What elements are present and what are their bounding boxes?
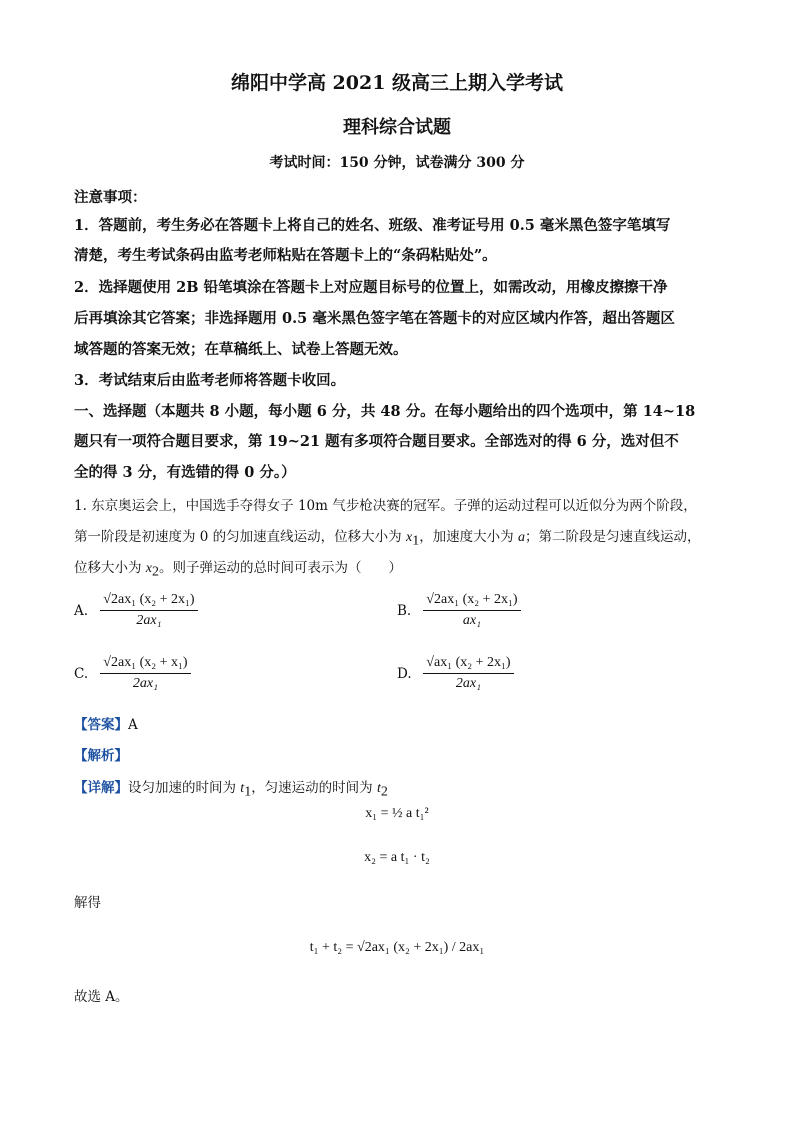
- note-2-line-3: 域答题的答案无效；在草稿纸上、试卷上答题无效。: [74, 341, 408, 358]
- section-line-2: 题只有一项符合题目要求，第 19~21 题有多项符合题目要求。全部选对的得 6 分，选对但不: [74, 433, 679, 450]
- option-c[interactable]: [74, 655, 191, 692]
- note-2-line-2: 后再填涂其它答案；非选择题用 0.5 毫米黑色签字笔在答题卡的对应区域内作答，超出答题区: [74, 310, 675, 327]
- detail-line: 【详解】设匀加速的时间为 $t_1$，匀速运动的时间为 $t_2$: [74, 780, 388, 800]
- option-label: B.: [397, 602, 412, 619]
- option-formula: $\frac{\text{√2ax₁ (x₂ + x₁)}}{\text{2ax₁}}$: [100, 655, 190, 692]
- section-line-1: 一、选择题（本题共 8 小题，每小题 6 分，共 48 分。在每小题给出的四个选项中，第 14~18: [74, 403, 696, 420]
- option-b[interactable]: [397, 592, 521, 629]
- option-formula: $\frac{\text{√2ax₁ (x₂ + 2x₁)}}{\text{ax₁}}$: [423, 592, 520, 629]
- option-formula: $\frac{\text{√ax₁ (x₂ + 2x₁)}}{\text{2ax₁}}$: [423, 655, 513, 692]
- option-formula: $\frac{\text{√2ax₁ (x₂ + 2x₁)}}{\text{2ax₁}}$: [100, 592, 197, 629]
- option-label: A.: [74, 602, 89, 619]
- option-label: D.: [397, 665, 412, 682]
- equation-1: x₁ = ½ a t₁²: [365, 806, 429, 821]
- note-1-line-1: 1．答题前，考生务必在答题卡上将自己的姓名、班级、准考证号用 0.5 毫米黑色签字笔填写: [74, 217, 671, 234]
- exam-info: 考试时间：150 分钟，试卷满分 300 分: [269, 155, 525, 171]
- notes-heading: 注意事项：: [74, 189, 147, 206]
- page-title: 绵阳中学高 2021 级高三上期入学考试: [230, 72, 564, 94]
- answer-line: [74, 713, 138, 733]
- conclusion: 故选 A。: [74, 989, 129, 1005]
- analysis-tag: 【解析】: [74, 748, 128, 764]
- note-3: 3．考试结束后由监考老师将答题卡收回。: [74, 372, 346, 389]
- note-2-line-1: 2．选择题使用 2B 铅笔填涂在答题卡上对应题目标号的位置上，如需改动，用橡皮擦擦干净: [74, 279, 668, 296]
- answer-tag: 【答案】: [74, 717, 128, 733]
- detail-tag: 【详解】: [74, 780, 128, 796]
- option-label: C.: [74, 665, 89, 682]
- option-a[interactable]: [74, 592, 198, 629]
- option-d[interactable]: [397, 655, 514, 692]
- note-1-line-2: 清楚，考生考试条码由监考老师粘贴在答题卡上的“条码粘贴处”。: [74, 247, 497, 264]
- question-line-3: 位移大小为 $x_2$。则子弹运动的总时间可表示为（ ）: [74, 560, 403, 580]
- question-line-1: 1. 东京奥运会上，中国选手夺得女子 10m 气步枪决赛的冠军。子弹的运动过程可以近似分为两个阶段，: [74, 498, 697, 514]
- equation-3: t₁ + t₂ = √2ax₁ (x₂ + 2x₁) / 2ax₁: [309, 940, 485, 955]
- section-line-3: 全的得 3 分，有选错的得 0 分。）: [74, 464, 296, 481]
- solve-word: 解得: [74, 895, 101, 911]
- equation-2: x₂ = a t₁ · t₂: [364, 850, 430, 865]
- page-subtitle: 理科综合试题: [343, 117, 451, 138]
- question-line-2: 第一阶段是初速度为 0 的匀加速直线运动，位移大小为 $x_1$，加速度大小为 a；第二阶段是匀速直线运动，: [74, 529, 701, 549]
- answer-value: A: [128, 717, 138, 733]
